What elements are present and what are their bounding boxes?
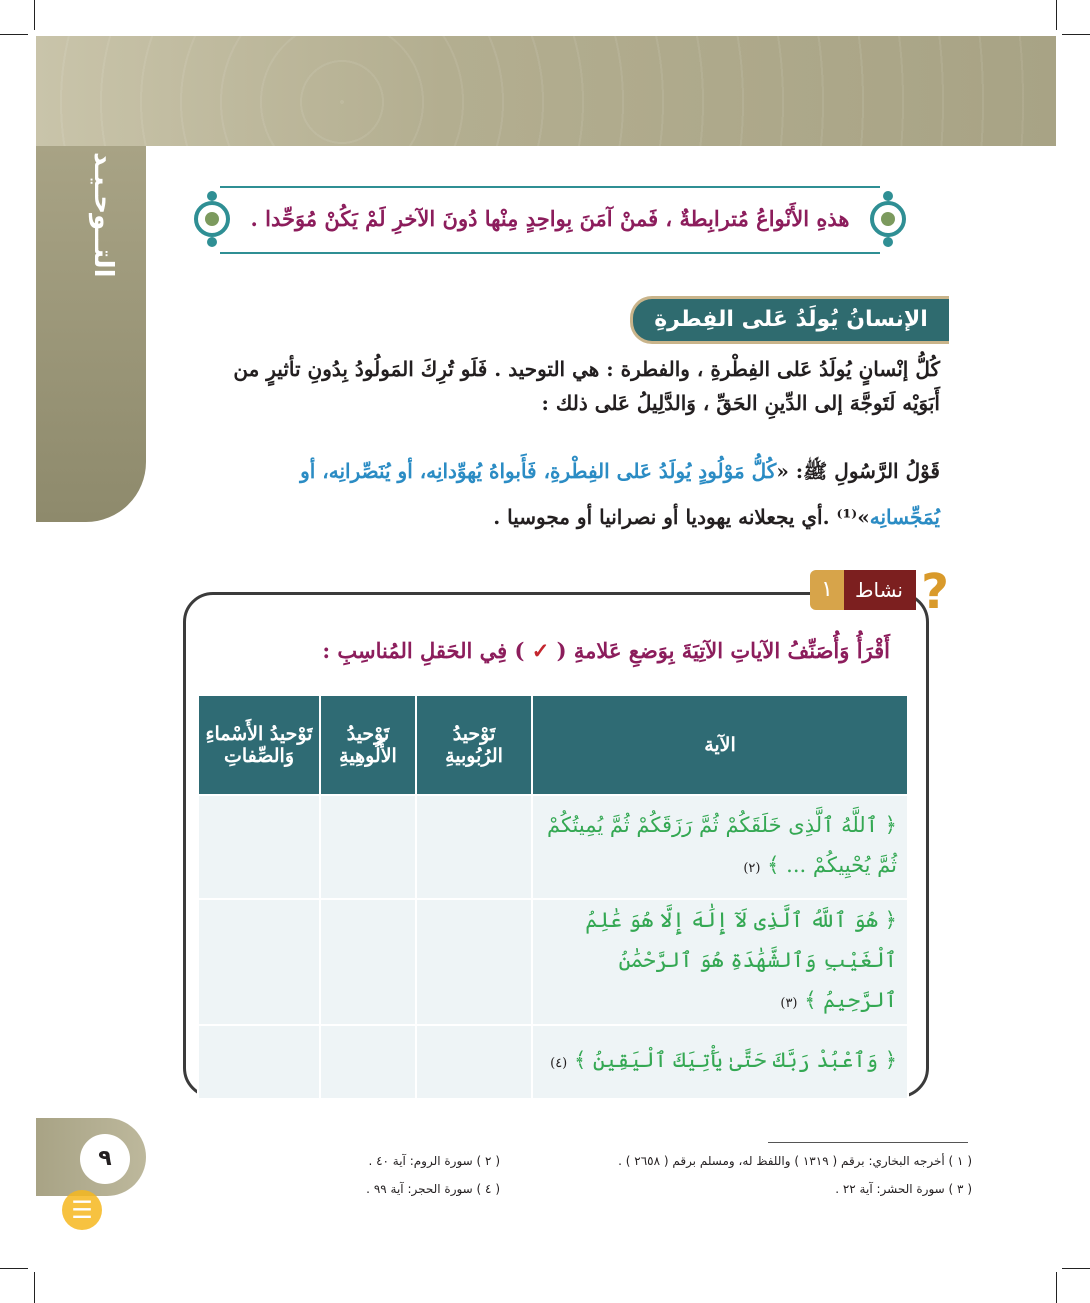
crop-mark	[1056, 1272, 1057, 1303]
section-title: الإنسانُ يُولَدُ عَلى الفِطرةِ	[630, 296, 949, 344]
answer-cell-uluhiyyah[interactable]	[320, 899, 416, 1025]
answer-cell-rububiyyah[interactable]	[416, 1025, 532, 1099]
hadith-text-end: يُمَجِّسانِه	[869, 505, 940, 529]
page-number: ٩	[80, 1134, 130, 1184]
para-line: كُلُّ إنْسانٍ يُولَدُ عَلى الفِطْرةِ ، والفطرة : هي التوحيد . فَلَو تُرِكَ المَولُودُ بِدُونِ تأثيرٍ من	[233, 357, 940, 381]
ornament-right-icon	[866, 188, 910, 250]
activity-instruction	[322, 638, 890, 663]
ayah-cell	[532, 795, 908, 899]
ayah-text: ﴿ ٱللَّهُ ٱلَّذِى خَلَقَكُمْ ثُمَّ رَزَقَكُمْ ثُمَّ يُمِيتُكُمْ ثُمَّ يُحْيِيكُمْ ... ﴾	[546, 813, 897, 877]
header-rububiyyah: تَوْحيدُ الرُبُوبيةِ	[416, 695, 532, 795]
crop-mark	[34, 0, 35, 30]
table-row	[198, 1025, 908, 1099]
question-mark-icon: ?	[921, 564, 949, 620]
ayah-ref: (٣)	[780, 996, 798, 1011]
ayah-cell	[532, 1025, 908, 1099]
ayah-cell	[532, 899, 908, 1025]
para-line: أَبَوَيْه لَتَوجَّهَ إلى الدِّينِ الحَقِّ ، وَالدَّلِيلُ عَلى ذلك :	[541, 391, 940, 415]
banner-top-line	[220, 186, 880, 188]
crop-mark	[0, 1268, 28, 1269]
side-title: التــوحـيـد	[88, 152, 118, 278]
instruction-text: أَقْرَأُ وَأُصَنِّفُ الآياتِ الآتِيَةَ بِوَضعِ عَلامةِ (	[556, 638, 890, 663]
check-mark-icon: ✓	[531, 638, 550, 663]
ayah-text: ﴿ هُوَ ٱللَّهُ ٱلَّذِى لَآ إِلَٰهَ إِلَّا هُوَ عَٰلِمُ ٱلْغَيْبِ وَٱلشَّهَٰدَةِ هُوَ ٱلرَّحْمَٰنُ ٱلرَّحِيمُ ﴾	[585, 908, 897, 1012]
banner-bottom-line	[220, 252, 880, 254]
header-uluhiyyah: تَوْحيدُ الأُلُوهِيةِ	[320, 695, 416, 795]
ayah-ref: (٤)	[550, 1056, 568, 1071]
classification-table	[197, 694, 909, 1100]
footnote-1: ( ١ ) أخرجه البخاري: برقم ( ١٣١٩ ) واللفظ له، ومسلم برقم ( ٢٦٥٨ ) .	[618, 1154, 972, 1168]
paragraph-hadith	[150, 448, 940, 540]
hadith-prefix: قَوْلُ الرَّسُولِ ﷺ: «	[776, 459, 940, 483]
header-band	[36, 36, 1056, 146]
activity-label: نشاط	[842, 570, 916, 610]
footnote-2: ( ٢ ) سورة الروم: آية ٤٠ .	[368, 1154, 500, 1168]
answer-cell-asma-sifat[interactable]	[198, 1025, 320, 1099]
crop-mark	[34, 1272, 35, 1303]
crop-mark	[1062, 1268, 1090, 1269]
answer-cell-rububiyyah[interactable]	[416, 795, 532, 899]
hadith-suffix: »⁽¹⁾ .أي يجعلانه يهوديا أو نصرانيا أو مجوسيا .	[493, 505, 870, 529]
header-ayah: الآية	[532, 695, 908, 795]
ayah-text: ﴿ وَٱعْبُدْ رَبَّكَ حَتَّىٰ يَأْتِيَكَ ٱلْيَقِينُ ﴾	[573, 1048, 897, 1072]
instruction-text-end: ) فِي الحَقلِ المُناسِبِ :	[322, 638, 525, 663]
answer-cell-rububiyyah[interactable]	[416, 899, 532, 1025]
ayah-ref: (٢)	[743, 861, 761, 876]
activity-tag	[806, 566, 916, 614]
statement-banner	[190, 182, 910, 256]
table-row	[198, 795, 908, 899]
crop-mark	[1062, 34, 1090, 35]
publisher-logo-icon: ☰	[62, 1190, 102, 1230]
footnote-4: ( ٤ ) سورة الحجر: آية ٩٩ .	[366, 1182, 500, 1196]
table-header-row	[198, 695, 908, 795]
crop-mark	[0, 34, 28, 35]
answer-cell-asma-sifat[interactable]	[198, 899, 320, 1025]
crop-mark	[1056, 0, 1057, 30]
banner-text: هذهِ الأَنْواعُ مُترابِطةٌ ، فَمنْ آمَنَ بِواحِدٍ مِنْها دُونَ الآخرِ لَمْ يَكُنْ مُوَحِّدا .	[250, 206, 850, 231]
answer-cell-asma-sifat[interactable]	[198, 795, 320, 899]
answer-cell-uluhiyyah[interactable]	[320, 1025, 416, 1099]
ornament-left-icon	[190, 188, 234, 250]
paragraph-fitra	[150, 352, 940, 420]
answer-cell-uluhiyyah[interactable]	[320, 795, 416, 899]
activity-number: ١	[810, 570, 844, 610]
footnote-rule	[768, 1142, 968, 1143]
hadith-text: كُلُّ مَوْلُودٍ يُولَدُ عَلى الفِطْرةِ، فَأَبواهُ يُهوِّدانِه، أو يُنَصِّرانِه، أو	[300, 459, 777, 483]
footnote-3: ( ٣ ) سورة الحشر: آية ٢٢ .	[835, 1182, 972, 1196]
header-asma-sifat: تَوْحيدُ الأَسْماءِ وَالصِّفاتِ	[198, 695, 320, 795]
table-row	[198, 899, 908, 1025]
